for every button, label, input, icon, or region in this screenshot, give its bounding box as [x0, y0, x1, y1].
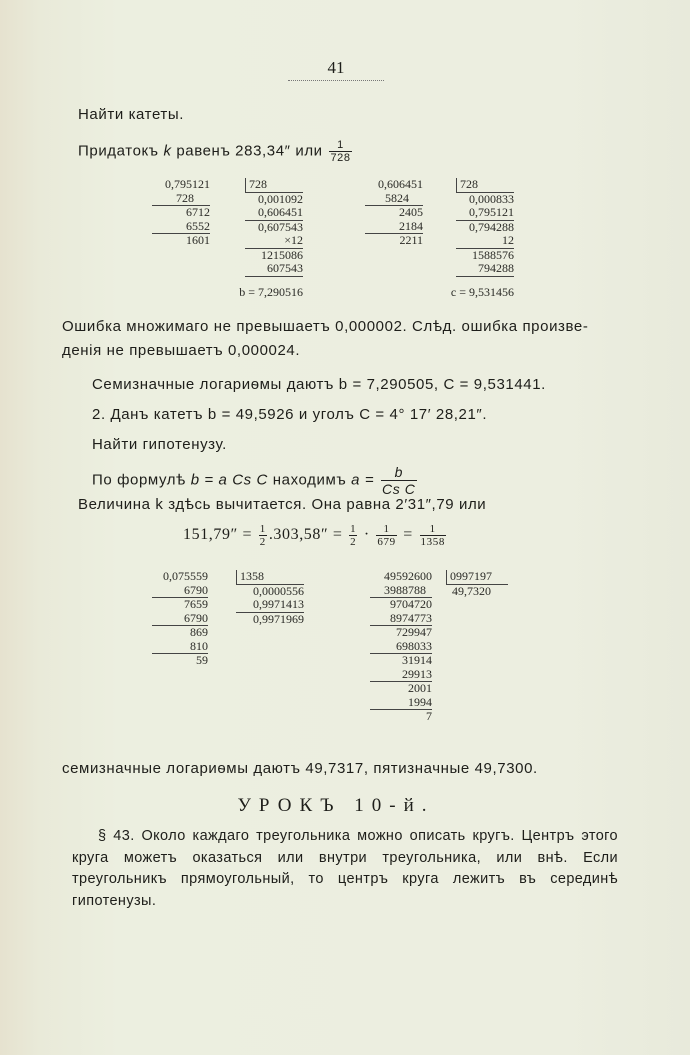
- find-hypotenuse-line: Найти гипотенузу.: [92, 436, 227, 453]
- formula-b-eq: b = a Cs C: [190, 471, 268, 489]
- calc2-left: 0,606451 5824 2405 2184 2211: [365, 178, 423, 248]
- calc2-result: c = 9,531456: [450, 285, 514, 299]
- correction-k: k: [163, 142, 172, 160]
- calc4-left: 49592600 3988788 9704720 8974773 729947 698033 31914 29913 2001 1994 7: [370, 570, 432, 724]
- lesson-heading: УРОКЪ 10-й.: [237, 795, 435, 816]
- page-number: 41: [327, 58, 345, 77]
- calc1-result: b = 7,290516: [239, 285, 303, 299]
- error-line-2: денія не превышаетъ 0,000024.: [62, 342, 301, 359]
- calc4-right: 0997197 49,7320: [446, 570, 508, 598]
- correction-prefix: Придатокъ: [78, 142, 159, 160]
- correction-mid: равенъ 283,34″ или: [176, 142, 323, 160]
- formula-line: По формулѣ b = a Cs C находимъ a = $\frac{b}{\text{Cs C}}$: [92, 464, 416, 497]
- section-43-paragraph: § 43. Около каждаго треугольника можно описать кругъ. Центръ этого круга можетъ оказаться или внутри треугольника, или внѣ. Если треугольникъ прямоугольный, то центръ круга лежитъ въ серединѣ гипотенузы.: [72, 828, 618, 909]
- result-line: семизначные логариѳмы даютъ 49,7317, пятизначные 49,7300.: [62, 760, 538, 777]
- calc2-right: 728 0,000833 0,795121 0,794288 12 1588576 794288: [456, 178, 514, 277]
- find-legs-line: Найти катеты.: [78, 106, 185, 123]
- calc1-right: 728 0,001092 0,606451 0,607543 ×12 1215086 607543: [245, 178, 303, 277]
- calc3-right: 1358 0,0000556 0,9971413 0,9971969: [236, 570, 304, 626]
- calc1-left: 0,795121 728 6712 6552 1601: [152, 178, 210, 248]
- calc3-left: 0,075559 6790 7659 6790 869 810 59: [152, 570, 208, 668]
- problem-2-line: 2. Данъ катетъ b = 49,5926 и уголъ C = 4° 17′ 28,21″.: [92, 406, 488, 423]
- equation-line: 151,79″ = $\frac{1}{2}$ .303,58″ = $\frac{1}{2}$ · $\frac{1}{679}$ = $\frac{1}{1358}$: [183, 523, 445, 548]
- error-line-1: Ошибка множимаго не превышаетъ 0,000002. Слѣд. ошибка произве-: [62, 318, 589, 335]
- page-number-rule: [288, 80, 384, 81]
- correction-fraction: $\frac{1}{728}$: [330, 139, 351, 164]
- formula-fraction: $\frac{b}{\text{Cs C}}$: [382, 464, 416, 497]
- correction-line: [78, 139, 354, 164]
- seven-digit-line: Семизначные логариѳмы даютъ b = 7,290505, C = 9,531441.: [92, 376, 546, 393]
- magnitude-line: Величина k здѣсь вычитается. Она равна 2′31″,79 или: [78, 496, 487, 513]
